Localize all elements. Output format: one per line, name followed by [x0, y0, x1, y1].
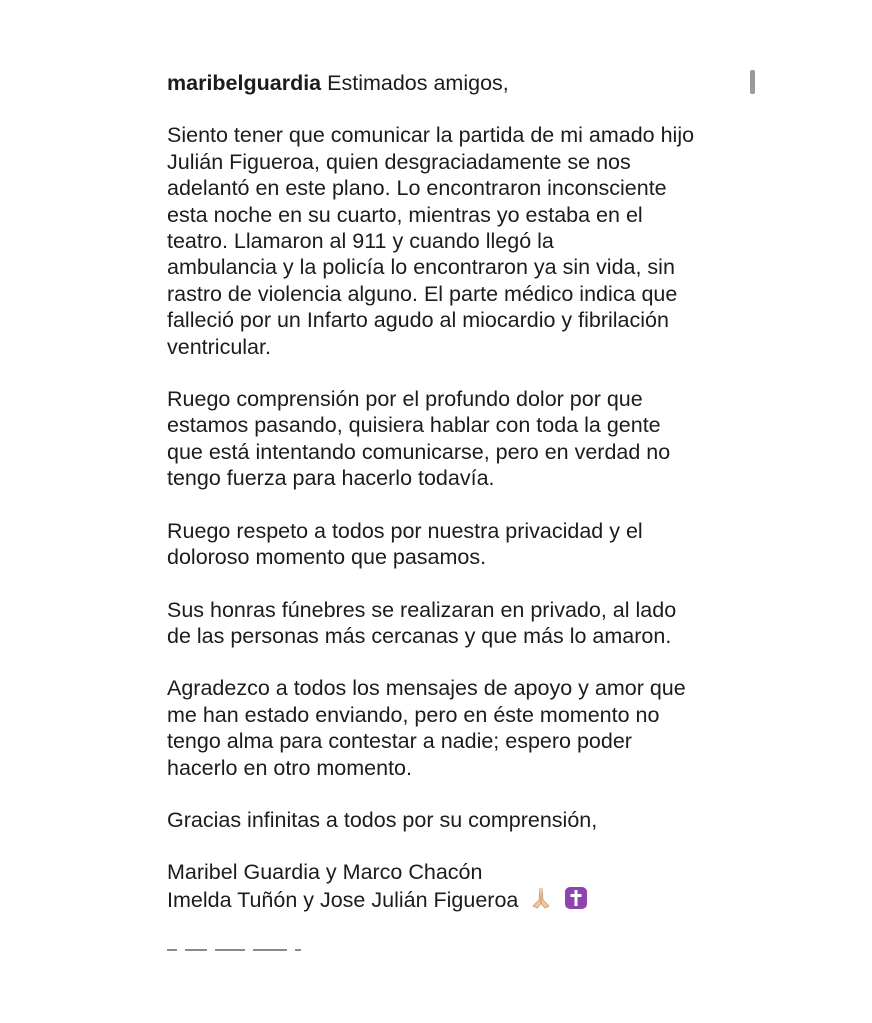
caption-line: ventricular. — [167, 334, 271, 359]
post-caption — [167, 70, 767, 916]
caption-line: Siento tener que comunicar la partida de mi amado hijo — [167, 123, 695, 148]
caption-line: Agradezco a todos los mensajes de apoyo y amor que — [167, 676, 686, 701]
signature-line: Maribel Guardia y Marco Chacón — [167, 860, 483, 885]
paragraph-gratitude — [167, 675, 767, 781]
signature-line-with-emojis — [167, 886, 767, 916]
caption-line: Ruego respeto a todos por nuestra privacidad y el — [167, 518, 643, 543]
paragraph-understanding — [167, 386, 767, 492]
caption-line: doloroso momento que pasamos. — [167, 545, 487, 570]
caption-first-line — [167, 70, 767, 96]
caption-line: teatro. Llamaron al 911 y cuando llegó la — [167, 229, 554, 254]
caption-line: falleció por un Infarto agudo al miocardio y fibrilación — [167, 308, 669, 333]
paragraph-privacy — [167, 518, 767, 571]
caption-line: Sus honras fúnebres se realizaran en privado, al lado — [167, 597, 677, 622]
latin-cross-icon — [564, 886, 588, 916]
praying-hands-icon — [528, 886, 554, 916]
cutoff-next-line — [167, 949, 407, 955]
signature-names: Imelda Tuñón y Jose Julián Figueroa — [167, 887, 519, 912]
caption-line: que está intentando comunicarse, pero en verdad no — [167, 439, 671, 464]
paragraph-funeral — [167, 597, 767, 650]
caption-line: hacerlo en otro momento. — [167, 755, 412, 780]
caption-line: Julián Figueroa, quien desgraciadamente se nos — [167, 149, 631, 174]
caption-line: ambulancia y la policía lo encontraron ya sin vida, sin — [167, 255, 675, 280]
caption-line: tengo alma para contestar a nadie; espero poder — [167, 729, 632, 754]
caption-line: adelantó en este plano. Lo encontraron inconsciente — [167, 176, 667, 201]
caption-line: estamos pasando, quisiera hablar con toda la gente — [167, 413, 661, 438]
caption-line: rastro de violencia alguno. El parte médico indica que — [167, 281, 678, 306]
paragraph-announcement — [167, 122, 767, 360]
greeting-text: Estimados amigos, — [327, 71, 509, 95]
username-link[interactable]: maribelguardia — [167, 71, 322, 95]
caption-line: tengo fuerza para hacerlo todavía. — [167, 466, 495, 491]
caption-line: esta noche en su cuarto, mientras yo estaba en el — [167, 202, 643, 227]
caption-line: de las personas más cercanas y que más lo amaron. — [167, 623, 672, 648]
thanks-line: Gracias infinitas a todos por su comprensión, — [167, 807, 598, 832]
caption-line: me han estado enviando, pero en éste momento no — [167, 702, 660, 727]
caption-line: Ruego comprensión por el profundo dolor por que — [167, 387, 643, 412]
signature — [167, 859, 767, 916]
